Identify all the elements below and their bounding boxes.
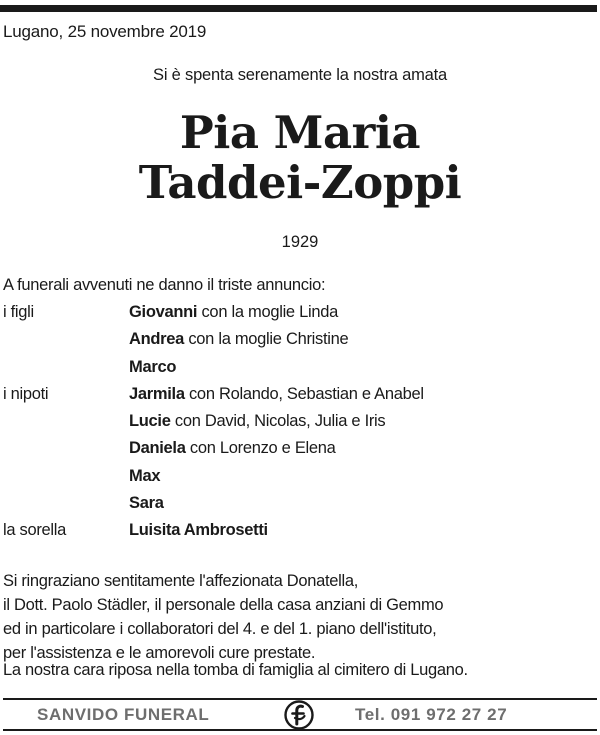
relative-detail: con Rolando, Sebastian e Anabel	[184, 384, 424, 403]
relative-row	[3, 491, 593, 518]
relative-detail: con David, Nicolas, Julia e Iris	[170, 412, 386, 431]
relative-name: Sara	[129, 494, 164, 513]
birth-year: 1929	[281, 233, 319, 251]
relative-row	[3, 518, 593, 545]
deceased-name-line1: Pia Maria	[179, 106, 421, 159]
relative-row	[3, 436, 593, 463]
relative-detail: con Lorenzo e Elena	[185, 439, 336, 458]
funeral-phone: Tel. 091 972 27 27	[355, 705, 508, 724]
thanks-paragraph	[3, 569, 593, 665]
resting-place-text: La nostra cara riposa nella tomba di famiglia al cimitero di Lugano.	[3, 661, 468, 679]
relative-row	[3, 409, 593, 436]
top-rule	[0, 5, 597, 12]
relative-row	[3, 382, 593, 409]
relative-group-label: i nipoti	[3, 384, 49, 403]
relative-name: Max	[129, 466, 161, 485]
relative-name: Andrea	[129, 330, 185, 349]
announcement: A funerali avvenuti ne danno il triste annuncio:	[3, 276, 326, 294]
relative-name: Daniela	[129, 439, 186, 458]
deceased-name-line2: Taddei-Zoppi	[138, 156, 462, 209]
thanks-line: per l'assistenza e le amorevoli cure prestate.	[3, 644, 316, 662]
relative-group-label: i figli	[3, 303, 34, 321]
relative-detail: con la moglie Christine	[184, 330, 349, 349]
sanvido-logo-icon	[283, 699, 315, 731]
relative-group-label: la sorella	[3, 521, 67, 540]
dateline: Lugano, 25 novembre 2019	[3, 22, 207, 41]
relative-name: Giovanni	[129, 303, 198, 321]
relative-row	[3, 464, 593, 491]
relative-entry	[129, 382, 424, 406]
footer-banner	[3, 702, 597, 728]
relative-row	[3, 300, 593, 327]
relative-row	[3, 355, 593, 382]
thanks-line: Si ringraziano sentitamente l'affezionata Donatella,	[3, 572, 359, 590]
relative-name: Lucie	[129, 412, 171, 431]
intro-text: Si è spenta serenamente la nostra amata	[153, 66, 447, 84]
relative-entry	[129, 436, 336, 460]
footer-rule-bottom	[3, 729, 597, 731]
relative-entry	[129, 355, 176, 379]
relative-name: Jarmila	[129, 384, 185, 403]
relatives-list	[3, 300, 593, 546]
relative-entry	[129, 518, 268, 542]
relative-name: Luisita Ambrosetti	[129, 521, 268, 540]
relative-detail: con la moglie Linda	[197, 303, 338, 321]
relative-entry	[129, 409, 385, 433]
relative-entry	[129, 327, 348, 351]
relative-entry	[129, 491, 164, 515]
thanks-line: il Dott. Paolo Städler, il personale della casa anziani di Gemmo	[3, 596, 444, 614]
funeral-company-name: SANVIDO FUNERAL	[37, 705, 210, 724]
relative-name: Marco	[129, 357, 177, 376]
thanks-line: ed in particolare i collaboratori del 4. e del 1. piano dell'istituto,	[3, 620, 437, 638]
relative-row	[3, 327, 593, 354]
relative-entry	[129, 300, 338, 324]
relative-entry	[129, 464, 160, 488]
